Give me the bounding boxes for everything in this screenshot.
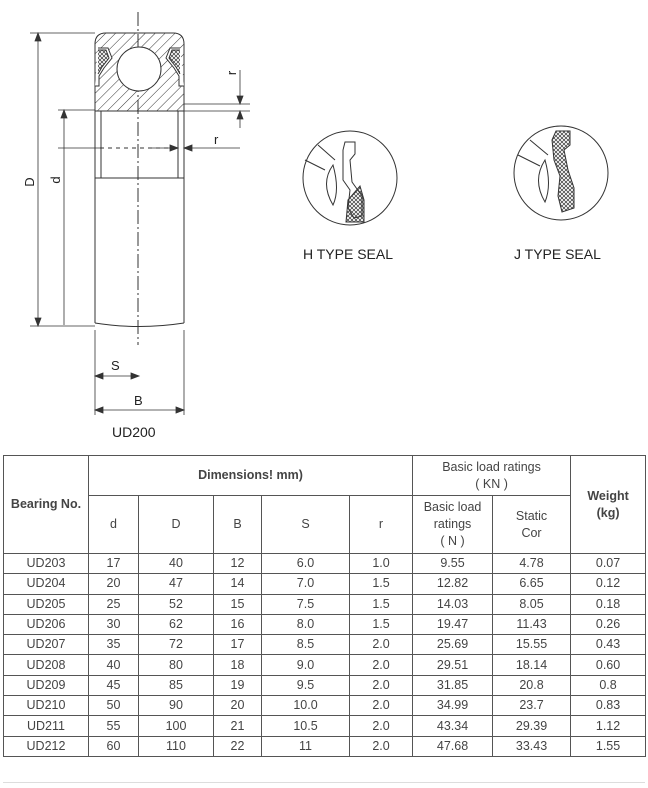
cell-dynamic-load: 43.34 xyxy=(413,716,493,736)
cell-D: 110 xyxy=(139,736,214,756)
dimension-labels xyxy=(22,70,239,440)
header-col-S: S xyxy=(262,496,350,554)
cell-static-load: 29.39 xyxy=(493,716,571,736)
cell-d: 40 xyxy=(89,655,139,675)
cell-weight: 0.43 xyxy=(571,635,646,655)
cell-B: 18 xyxy=(214,655,262,675)
cell-dynamic-load: 12.82 xyxy=(413,574,493,594)
cell-static-load: 23.7 xyxy=(493,696,571,716)
header-bearing-no: Bearing No. xyxy=(4,456,89,554)
cell-dynamic-load: 31.85 xyxy=(413,675,493,695)
dim-r-top-label: r xyxy=(224,70,239,76)
divider xyxy=(3,782,645,783)
table-row xyxy=(4,614,646,634)
cell-d: 45 xyxy=(89,675,139,695)
cell-r: 1.5 xyxy=(350,614,413,634)
cell-static-load: 4.78 xyxy=(493,554,571,574)
header-dynamic-line3: ( N ) xyxy=(440,534,465,548)
header-dynamic-line2: ratings xyxy=(433,517,472,531)
cell-bearing-no: UD212 xyxy=(4,736,89,756)
cell-d: 50 xyxy=(89,696,139,716)
cell-weight: 0.18 xyxy=(571,594,646,614)
header-weight xyxy=(571,456,646,554)
j-seal-caption: J TYPE SEAL xyxy=(514,246,601,262)
cell-D: 40 xyxy=(139,554,214,574)
cell-r: 1.5 xyxy=(350,594,413,614)
bearing-cross-section xyxy=(95,12,184,345)
cell-B: 20 xyxy=(214,696,262,716)
table-row xyxy=(4,655,646,675)
cell-S: 10.0 xyxy=(262,696,350,716)
cell-S: 8.5 xyxy=(262,635,350,655)
cell-r: 2.0 xyxy=(350,716,413,736)
header-basic-load-line2: ( KN ) xyxy=(475,476,508,491)
cell-weight: 0.60 xyxy=(571,655,646,675)
header-col-B: B xyxy=(214,496,262,554)
cell-B: 17 xyxy=(214,635,262,655)
cell-r: 2.0 xyxy=(350,675,413,695)
dim-d-label: d xyxy=(48,176,63,184)
j-type-seal-detail xyxy=(514,126,608,220)
table-row xyxy=(4,675,646,695)
cell-S: 10.5 xyxy=(262,716,350,736)
cell-weight: 1.12 xyxy=(571,716,646,736)
cell-weight: 0.07 xyxy=(571,554,646,574)
header-weight-line1: Weight xyxy=(587,488,629,503)
cell-d: 35 xyxy=(89,635,139,655)
table-row xyxy=(4,574,646,594)
cell-d: 25 xyxy=(89,594,139,614)
cell-bearing-no: UD203 xyxy=(4,554,89,574)
cell-d: 17 xyxy=(89,554,139,574)
cell-bearing-no: UD211 xyxy=(4,716,89,736)
cell-bearing-no: UD209 xyxy=(4,675,89,695)
cell-B: 16 xyxy=(214,614,262,634)
cell-dynamic-load: 34.99 xyxy=(413,696,493,716)
cell-r: 1.0 xyxy=(350,554,413,574)
cell-D: 72 xyxy=(139,635,214,655)
cell-S: 9.5 xyxy=(262,675,350,695)
cell-weight: 1.55 xyxy=(571,736,646,756)
cell-bearing-no: UD207 xyxy=(4,635,89,655)
h-seal-caption: H TYPE SEAL xyxy=(303,246,394,262)
cell-D: 80 xyxy=(139,655,214,675)
dim-B-label: B xyxy=(134,393,143,408)
cell-D: 47 xyxy=(139,574,214,594)
cell-dynamic-load: 47.68 xyxy=(413,736,493,756)
bearing-spec-table xyxy=(3,455,646,757)
table-row xyxy=(4,736,646,756)
table-row xyxy=(4,554,646,574)
cell-S: 7.0 xyxy=(262,574,350,594)
cell-static-load: 20.8 xyxy=(493,675,571,695)
cell-r: 2.0 xyxy=(350,635,413,655)
cell-weight: 0.83 xyxy=(571,696,646,716)
cell-r: 1.5 xyxy=(350,574,413,594)
cell-dynamic-load: 29.51 xyxy=(413,655,493,675)
header-col-D: D xyxy=(139,496,214,554)
cell-S: 8.0 xyxy=(262,614,350,634)
cell-D: 62 xyxy=(139,614,214,634)
cell-d: 30 xyxy=(89,614,139,634)
cell-static-load: 11.43 xyxy=(493,614,571,634)
model-label: UD200 xyxy=(112,424,156,440)
cell-dynamic-load: 14.03 xyxy=(413,594,493,614)
cell-D: 85 xyxy=(139,675,214,695)
cell-B: 12 xyxy=(214,554,262,574)
table-row xyxy=(4,716,646,736)
cell-weight: 0.12 xyxy=(571,574,646,594)
table-row xyxy=(4,594,646,614)
cell-r: 2.0 xyxy=(350,736,413,756)
dim-r-mid-label: r xyxy=(214,132,219,147)
cell-static-load: 18.14 xyxy=(493,655,571,675)
cell-bearing-no: UD208 xyxy=(4,655,89,675)
cell-S: 7.5 xyxy=(262,594,350,614)
dim-S-label: S xyxy=(111,358,120,373)
cell-static-load: 33.43 xyxy=(493,736,571,756)
cell-D: 100 xyxy=(139,716,214,736)
cell-dynamic-load: 19.47 xyxy=(413,614,493,634)
cell-dynamic-load: 25.69 xyxy=(413,635,493,655)
header-basic-load xyxy=(413,456,571,496)
header-static-line1: Static xyxy=(515,508,548,523)
cell-r: 2.0 xyxy=(350,655,413,675)
cell-D: 90 xyxy=(139,696,214,716)
cell-D: 52 xyxy=(139,594,214,614)
header-col-dynamic xyxy=(413,496,493,554)
cell-d: 60 xyxy=(89,736,139,756)
cell-d: 55 xyxy=(89,716,139,736)
cell-B: 19 xyxy=(214,675,262,695)
header-basic-load-line1: Basic load ratings xyxy=(442,459,541,474)
table-row xyxy=(4,696,646,716)
header-dimensions: Dimensions! mm) xyxy=(89,456,413,496)
h-type-seal-detail xyxy=(303,131,397,225)
cell-S: 11 xyxy=(262,736,350,756)
cell-B: 22 xyxy=(214,736,262,756)
cell-bearing-no: UD210 xyxy=(4,696,89,716)
cell-B: 21 xyxy=(214,716,262,736)
cell-B: 15 xyxy=(214,594,262,614)
cell-B: 14 xyxy=(214,574,262,594)
header-static-line2: Cor xyxy=(521,525,542,540)
cell-static-load: 15.55 xyxy=(493,635,571,655)
cell-dynamic-load: 9.55 xyxy=(413,554,493,574)
header-dynamic-line1: Basic load xyxy=(423,500,482,514)
cell-r: 2.0 xyxy=(350,696,413,716)
cell-S: 6.0 xyxy=(262,554,350,574)
header-weight-line2: (kg) xyxy=(596,505,620,520)
cell-static-load: 6.65 xyxy=(493,574,571,594)
header-col-r: r xyxy=(350,496,413,554)
cell-bearing-no: UD206 xyxy=(4,614,89,634)
header-col-d: d xyxy=(89,496,139,554)
header-col-static xyxy=(493,496,571,554)
cell-d: 20 xyxy=(89,574,139,594)
cell-bearing-no: UD204 xyxy=(4,574,89,594)
table-row xyxy=(4,635,646,655)
table-body xyxy=(4,554,646,757)
cell-weight: 0.8 xyxy=(571,675,646,695)
cell-static-load: 8.05 xyxy=(493,594,571,614)
cell-S: 9.0 xyxy=(262,655,350,675)
cell-bearing-no: UD205 xyxy=(4,594,89,614)
dim-D-label: D xyxy=(22,177,37,187)
cell-weight: 0.26 xyxy=(571,614,646,634)
